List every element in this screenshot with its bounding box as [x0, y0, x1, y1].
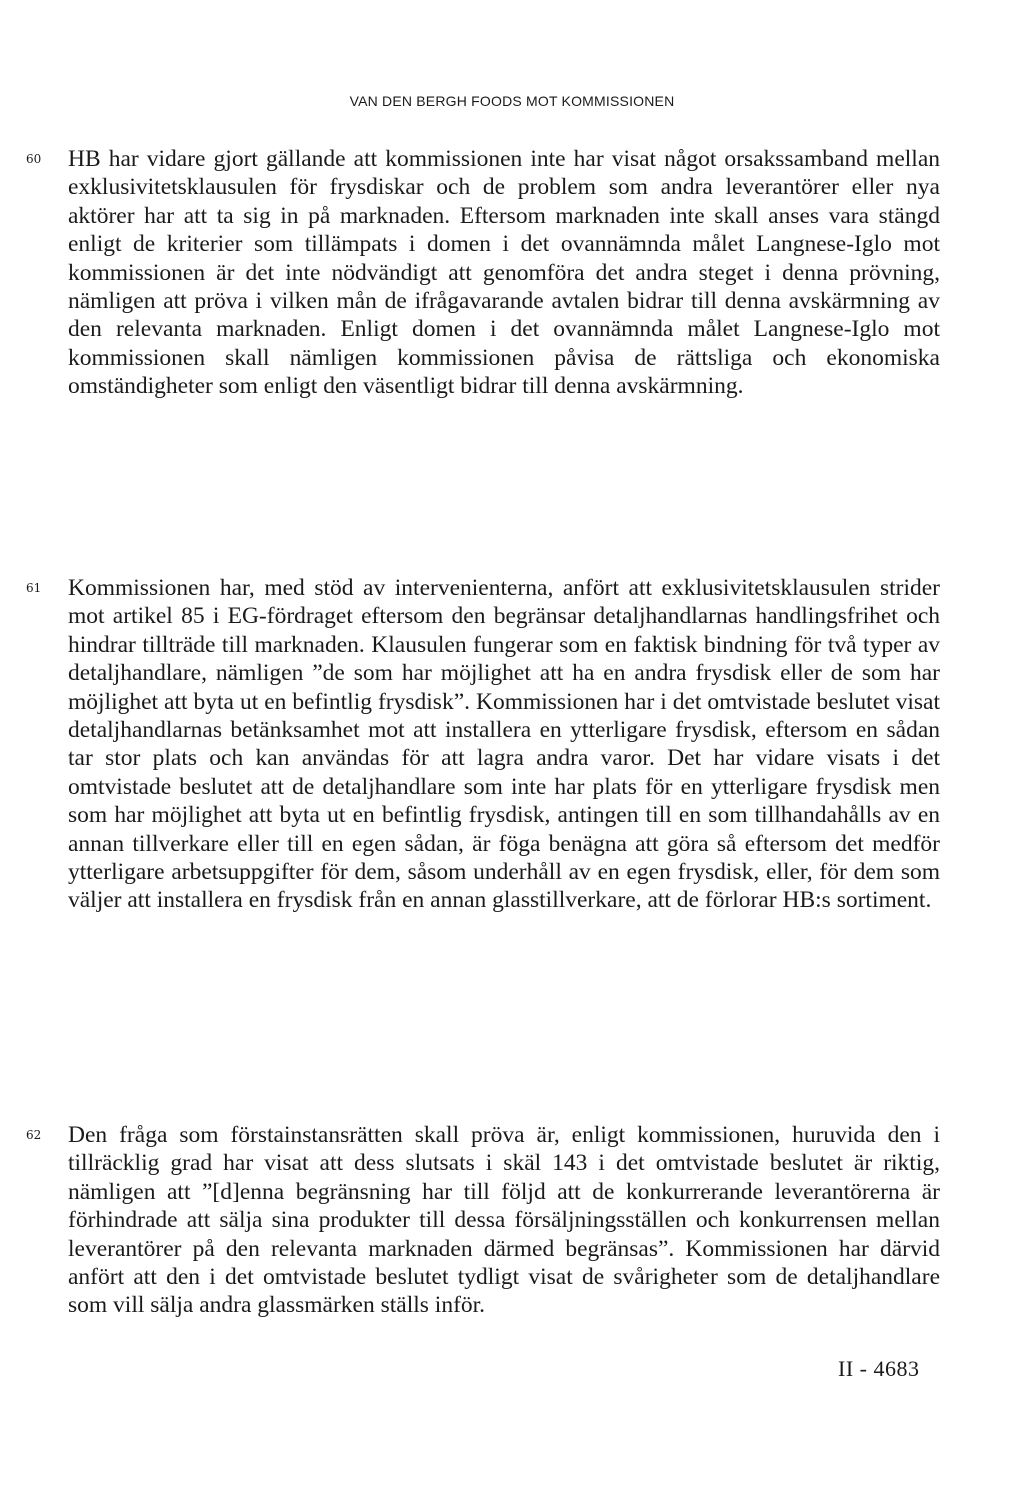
paragraph-number: 60	[26, 152, 42, 166]
paragraph-number: 61	[26, 581, 42, 595]
page-number: II - 4683	[838, 1356, 920, 1381]
paragraph-text: HB har vidare gjort gällande att kommissionen inte har visat något orsakssamband mellan exklusivitetsklausulen för frysdiskar och de problem som andra leverantörer eller nya aktörer har att ta sig in på marknaden. Eftersom marknaden inte skall anses vara stängd enligt de kriterier som tillämpats i domen i det ovannämnda målet Langnese-Iglo mot kommissionen är det inte nödvändigt att genomföra det andra steget i denna prövning, nämligen att pröva i vilken mån de ifrågavarande avtalen bidrar till denna avskärmning av den relevanta marknaden. Enligt domen i det ovannämnda målet Langnese-Iglo mot kommissionen skall nämligen kommissionen påvisa de rättsliga och ekonomiska omständigheter som enligt den väsentligt bidrar till denna avskärmning.	[68, 146, 940, 400]
paragraph-text: Den fråga som förstainstansrätten skall pröva är, enligt kommissionen, huruvida den i tillräcklig grad har visat att dess slutsats i skäl 143 i det omtvistade beslutet är riktig, nämligen att ”[d]enna begränsning har till följd att de konkurrerande leverantörerna är förhindrade att sälja sina produkter till dessa försäljningsställen och konkurrensen mellan leverantörer på den relevanta marknaden därmed begränsas”. Kommissionen har därvid anfört att den i det omtvistade beslutet tydligt visat de svårigheter som de detaljhandlare som vill sälja andra glassmärken ställs inför.	[68, 1122, 940, 1319]
paragraph-text: Kommissionen har, med stöd av intervenienterna, anfört att exklusivitetsklausulen strider mot artikel 85 i EG-fördraget eftersom den begränsar detaljhandlarnas handlingsfrihet och hindrar tillträde till marknaden. Klausulen fungerar som en faktisk bindning för två typer av detaljhandlare, nämligen ”de som har möjlighet att ha en andra frysdisk eller de som har möjlighet att byta ut en befintlig frysdisk”. Kommissionen har i det omtvistade beslutet visat detaljhandlarnas betänksamhet mot att installera en ytterligare frysdisk, eftersom en sådan tar stor plats och kan användas för att lagra andra varor. Det har vidare visats i det omtvistade beslutet att de detaljhandlare som inte har plats för en ytterligare frysdisk men som har möjlighet att byta ut en befintlig frysdisk, antingen till en som tillhandahålls av en annan tillverkare eller till en egen sådan, är föga benägna att göra så eftersom det medför ytterligare arbetsuppgifter för dem, såsom underhåll av en egen frysdisk, eller, för dem som väljer att installera en frysdisk från en annan glasstillverkare, att de förlorar HB:s sortiment.	[68, 575, 940, 914]
paragraph-number: 62	[26, 1128, 42, 1142]
running-header: VAN DEN BERGH FOODS MOT KOMMISSIONEN	[349, 93, 675, 109]
